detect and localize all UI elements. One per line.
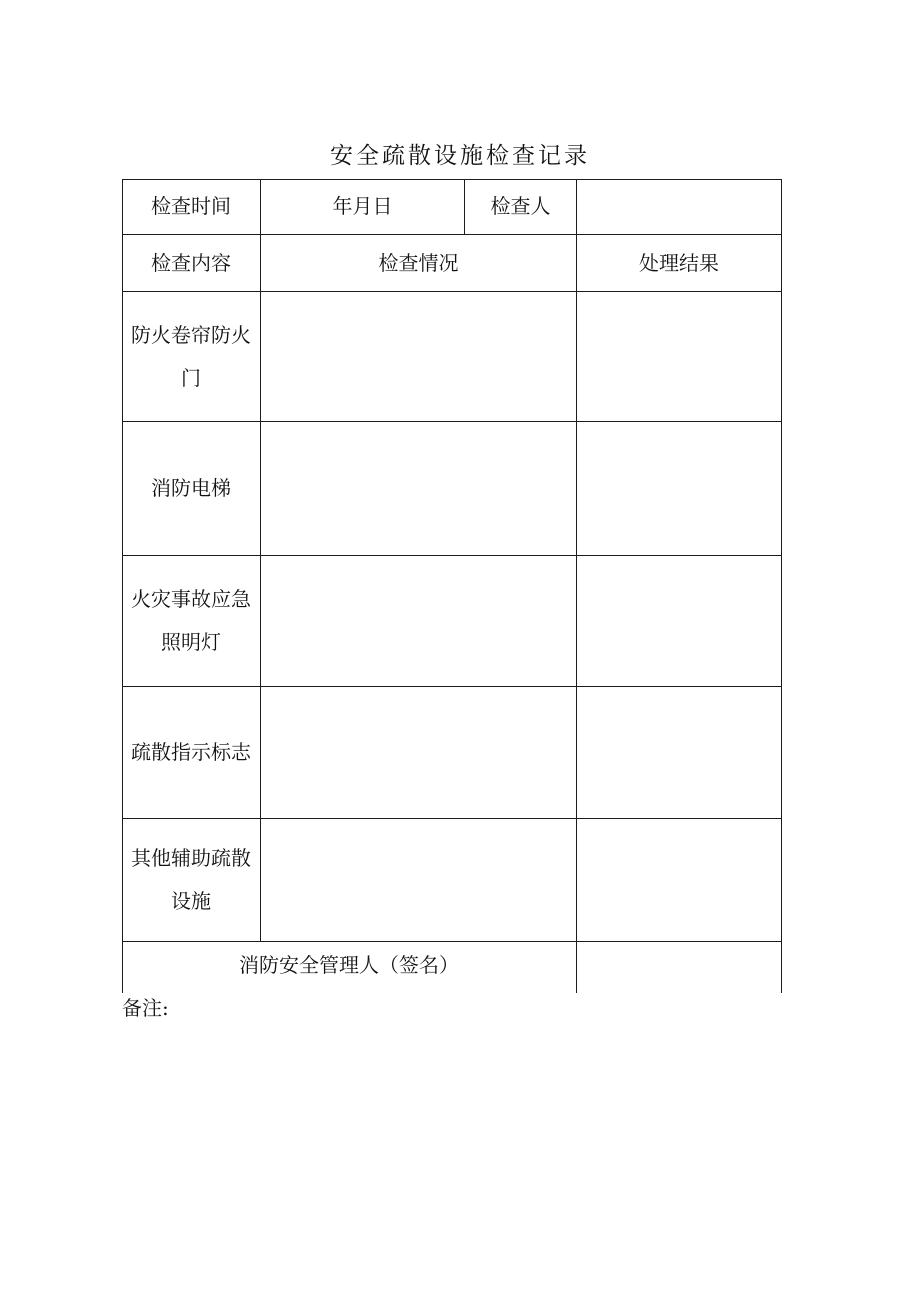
item-label-text: 消防电梯	[151, 476, 231, 500]
item-situation-field[interactable]	[261, 687, 576, 818]
remarks-label: 备注:	[122, 996, 169, 1020]
column-header-content-text: 检查内容	[151, 250, 231, 275]
item-label-fire-shutter-door	[122, 292, 260, 421]
column-header-situation-text: 检查情况	[378, 250, 459, 275]
table-border-right	[781, 179, 782, 993]
inspection-table	[122, 179, 782, 993]
column-header-situation	[261, 235, 576, 291]
inspection-time-text: 检查时间	[151, 194, 231, 218]
item-label-fire-elevator	[122, 422, 260, 555]
inspection-time-label	[122, 179, 260, 234]
item-result-field[interactable]	[577, 556, 781, 686]
item-situation-field[interactable]	[261, 292, 576, 421]
page-title: 安全疏散设施检查记录	[330, 143, 590, 169]
inspector-label	[465, 179, 576, 234]
inspector-field[interactable]	[577, 179, 781, 234]
manager-signature-label	[122, 942, 576, 993]
item-situation-field[interactable]	[261, 422, 576, 555]
date-placeholder-text: 年月日	[332, 194, 393, 218]
item-label-evacuation-signs	[122, 687, 260, 818]
inspector-text: 检查人	[490, 194, 551, 218]
column-header-result	[577, 235, 781, 291]
manager-signature-field[interactable]	[577, 942, 781, 993]
item-label-text: 其他辅助疏散设施	[131, 846, 251, 913]
item-label-other-evacuation-facilities	[122, 819, 260, 941]
item-result-field[interactable]	[577, 292, 781, 421]
item-situation-field[interactable]	[261, 819, 576, 941]
item-result-field[interactable]	[577, 422, 781, 555]
item-result-field[interactable]	[577, 819, 781, 941]
manager-signature-text: 消防安全管理人（签名）	[239, 953, 459, 977]
column-header-result-text: 处理结果	[639, 250, 719, 275]
inspection-date-field[interactable]	[261, 179, 464, 234]
item-label-text: 防火卷帘防火门	[131, 322, 251, 390]
column-header-content	[122, 235, 260, 291]
item-situation-field[interactable]	[261, 556, 576, 686]
item-label-emergency-lighting	[122, 556, 260, 686]
item-result-field[interactable]	[577, 687, 781, 818]
item-label-text: 疏散指示标志	[131, 740, 251, 764]
item-label-text: 火灾事故应急照明灯	[131, 587, 251, 654]
